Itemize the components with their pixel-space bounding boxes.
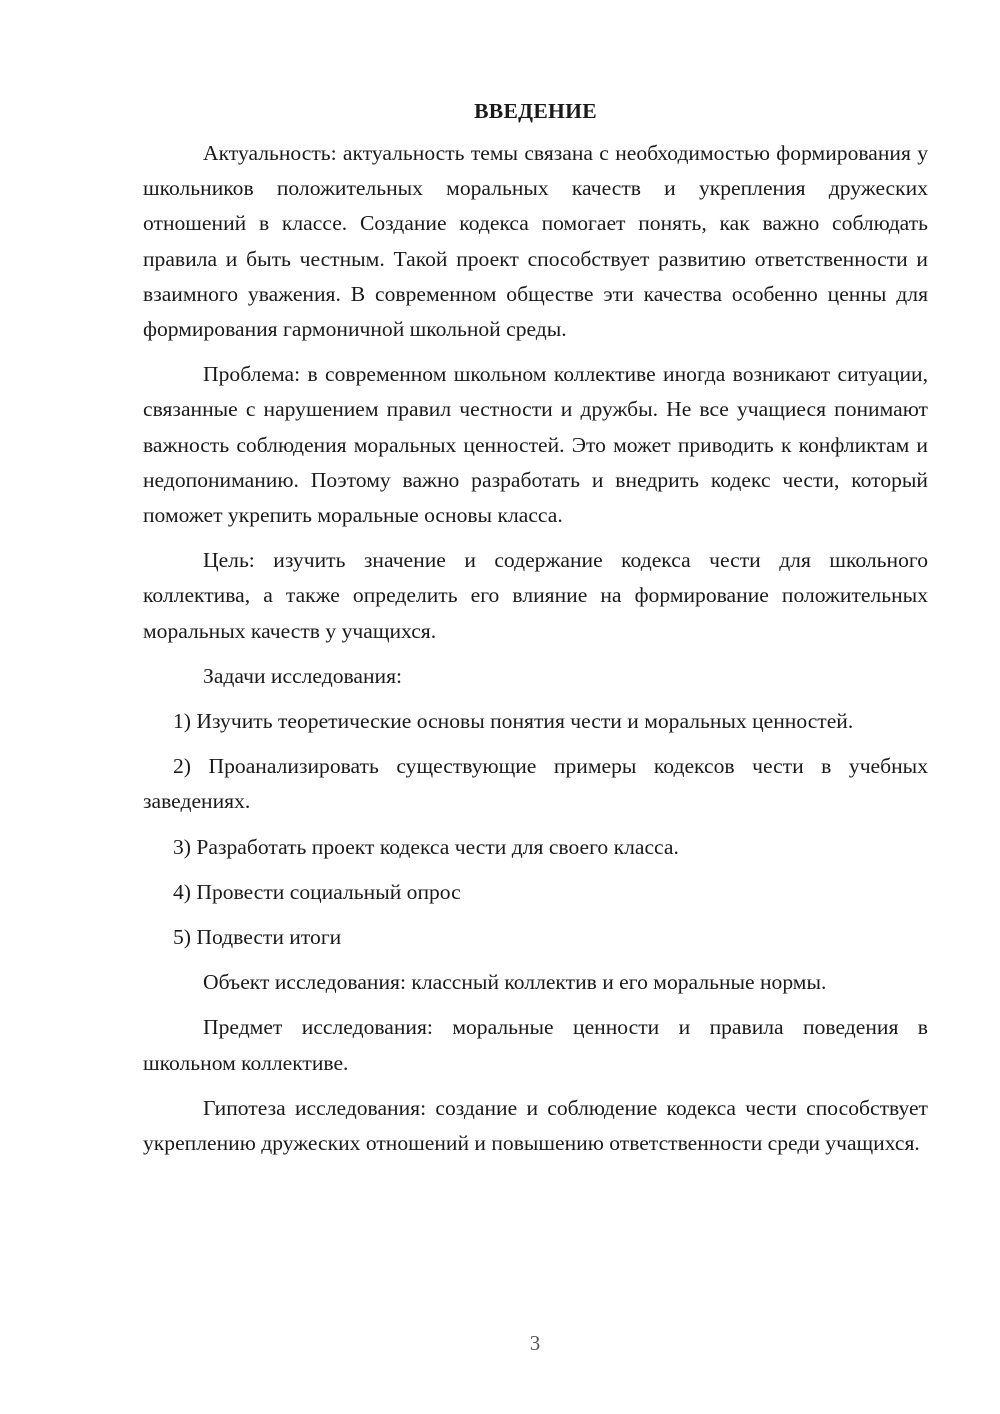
object-paragraph: Объект исследования: классный коллектив и его моральные нормы. [203, 970, 827, 995]
page-number: 3 [529, 1331, 541, 1355]
problem-paragraph: Проблема: в современном школьном коллективе иногда возникают ситуации, связанные с нарушением правил честности и дружбы. Не все учащиеся понимают важность соблюдения моральных ценностей. Это может приводить к конфликтам и недопониманию. Поэтому важно разработать и внедрить кодекс чести, который поможет укрепить моральные основы класса. [143, 362, 928, 528]
goal-paragraph: Цель: изучить значение и содержание кодекса чести для школьного коллектива, а также определить его влияние на формирование положительных моральных качеств у учащихся. [143, 548, 928, 643]
section-title: ВВЕДЕНИЕ [474, 99, 597, 123]
task-item-3: 3) Разработать проект кодекса чести для своего класса. [173, 834, 679, 859]
task-item-1: 1) Изучить теоретические основы понятия чести и моральных ценностей. [173, 709, 854, 734]
tasks-heading: Задачи исследования: [203, 663, 403, 688]
subject-paragraph: Предмет исследования: моральные ценности и правила поведения в школьном коллективе. [143, 1015, 928, 1075]
task-item-5: 5) Подвести итоги [173, 925, 342, 950]
hypothesis-paragraph: Гипотеза исследования: создание и соблюдение кодекса чести способствует укреплению дружеских отношений и повышению ответственности среди учащихся. [143, 1095, 928, 1156]
relevance-paragraph: Актуальность: актуальность темы связана с необходимостью формирования у школьников положительных моральных качеств и укрепления дружеских отношений в классе. Создание кодекса помогает понять, как важно соблюдать правила и быть честным. Такой проект способствует развитию ответственности и взаимного уважения. В современном обществе эти качества особенно ценны для формирования гармоничной школьной среды. [143, 141, 928, 342]
document-body [143, 96, 928, 1171]
task-item-4: 4) Провести социальный опрос [173, 879, 461, 904]
task-item-2: 2) Проанализировать существующие примеры кодексов чести в учебных заведениях. [143, 754, 928, 814]
